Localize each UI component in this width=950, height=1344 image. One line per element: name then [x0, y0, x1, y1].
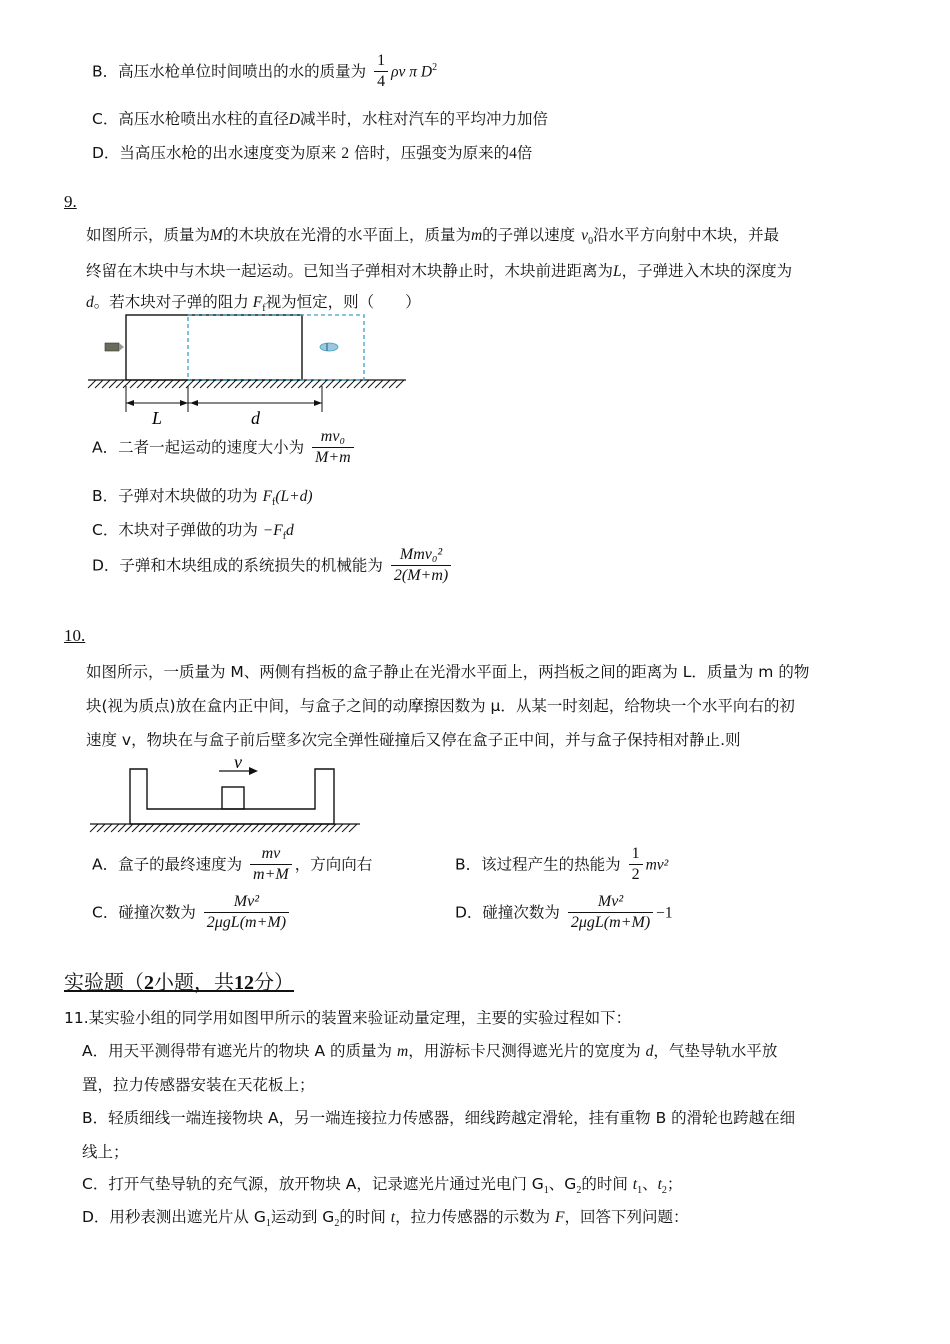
q10-option-b: B．该过程产生的热能为 $\frac{1}{2}$ mv² — [455, 845, 669, 884]
box-with-walls — [130, 769, 334, 824]
hatch-line — [314, 824, 322, 832]
hatch-line — [172, 380, 180, 388]
hatch-line — [95, 380, 103, 388]
fraction: $\frac{mv}{m+M}$ — [250, 845, 292, 885]
hatch-line — [144, 380, 152, 388]
q11-intro: 11.某实验小组的同学用如图甲所示的装置来验证动量定理，主要的实验过程如下： — [64, 1009, 632, 1027]
hatch-line — [111, 824, 119, 832]
hatch-line — [312, 380, 320, 388]
hatch-line — [202, 824, 210, 832]
hatch-line — [179, 380, 187, 388]
hatch-line — [307, 824, 315, 832]
hatch-line — [151, 380, 159, 388]
hatch-line — [235, 380, 243, 388]
fraction: $\frac{\text{Mv²}}{\text{2μgL(m+M)}}$ — [204, 893, 289, 933]
hatch-line — [123, 380, 131, 388]
q10-option-c: C．碰撞次数为 $\frac{\text{Mv²}}{\text{2μgL(m+M)}}$ — [92, 893, 292, 933]
block-initial — [126, 315, 302, 380]
q9-option-a: A．二者一起运动的速度大小为 $\frac{\text{mv₀}}{M+m}$ — [92, 428, 357, 468]
hatch-line — [139, 824, 147, 832]
hatch-line — [167, 824, 175, 832]
hatch-marks — [90, 824, 357, 832]
hatch-line — [109, 380, 117, 388]
q11-step-d: D．用秒表测出遮光片从 $G_1$运动到 $G_2$的时间 t，拉力传感器的示数为 F，回答下列问题： — [82, 1208, 689, 1230]
hatch-line — [382, 380, 390, 388]
fraction: $\frac{\text{Mv²}}{\text{2μgL(m+M)}}$ — [568, 893, 653, 933]
hatch-line — [298, 380, 306, 388]
embedded-bullet-icon — [320, 343, 338, 351]
q10-stem-line2: 块(视为质点)放在盒内正中间，与盒子之间的动摩擦因数为 μ．从某一时刻起，给物块一个水平向右的初 — [86, 697, 795, 715]
hatch-line — [389, 380, 397, 388]
q9-stem-line3: d。若木块对子弹的阻力 $F_f$视为恒定，则（ ） — [86, 293, 421, 315]
hatch-line — [335, 824, 343, 832]
hatch-line — [221, 380, 229, 388]
q8-option-c: C．高压水枪喷出水柱的直径D减半时，水柱对汽车的平均冲力加倍 — [92, 110, 549, 128]
hatch-line — [361, 380, 369, 388]
hatch-line — [130, 380, 138, 388]
q9-option-b: B．子弹对木块做的功为 $F_f(L+d)$ — [92, 487, 313, 509]
hatch-line — [242, 380, 250, 388]
hatch-line — [277, 380, 285, 388]
hatch-line — [340, 380, 348, 388]
fraction: $\frac{1}{4}$ — [374, 52, 388, 92]
hatch-line — [342, 824, 350, 832]
q10-stem-line3: 速度 v，物块在与盒子前后壁多次完全弹性碰撞后又停在盒子正中间，并与盒子保持相对静止.则 — [86, 731, 741, 749]
hatch-line — [256, 380, 264, 388]
hatch-line — [165, 380, 173, 388]
hatch-line — [300, 824, 308, 832]
q10-figure-box — [86, 756, 366, 838]
q11-step-b-line2: 线上； — [82, 1143, 129, 1161]
q11-step-c: C．打开气垫导轨的充气源，放开物块 A，记录遮光片通过光电门 $G_1$、$G_2$的时间 $t_1$、$t_2$； — [82, 1175, 683, 1197]
q9-option-c: C．木块对子弹做的功为 $-F_fd$ — [92, 521, 294, 543]
question-number: 10. — [64, 626, 86, 645]
hatch-line — [293, 824, 301, 832]
q9-stem-line1: 如图所示，质量为M的木块放在光滑的水平面上，质量为m的子弹以速度 $v_0$沿水平方向射中木块，并最 — [86, 226, 780, 248]
hatch-line — [396, 380, 404, 388]
q8-option-d: D．当高压水枪的出水速度变为原来 2 倍时，压强变为原来的4倍 — [92, 144, 533, 162]
hatch-line — [375, 380, 383, 388]
hatch-line — [237, 824, 245, 832]
hatch-line — [90, 824, 98, 832]
hatch-line — [368, 380, 376, 388]
label-L: L — [152, 408, 163, 428]
hatch-line — [102, 380, 110, 388]
fraction: $\frac{1}{2}$ — [629, 845, 643, 885]
hatch-line — [279, 824, 287, 832]
hatch-line — [286, 824, 294, 832]
section-heading: 实验题（2小题，共12分） — [64, 970, 294, 994]
q9-stem-line2: 终留在木块中与木块一起运动。已知当子弹相对木块静止时，木块前进距离为L，子弹进入木块的深度为 — [86, 262, 793, 280]
fraction: $\frac{\text{Mmv₀²}}{2(M+m)}$ — [391, 546, 451, 586]
hatch-line — [319, 380, 327, 388]
hatch-line — [230, 824, 238, 832]
hatch-line — [321, 824, 329, 832]
hatch-line — [104, 824, 112, 832]
hatch-line — [186, 380, 194, 388]
hatch-line — [249, 380, 257, 388]
question-number: 9. — [64, 192, 77, 211]
hatch-line — [146, 824, 154, 832]
hatch-line — [333, 380, 341, 388]
hatch-line — [347, 380, 355, 388]
q11-step-a-line1: A．用天平测得带有遮光片的物块 A 的质量为 m，用游标卡尺测得遮光片的宽度为 d，气垫导轨水平放 — [82, 1042, 778, 1060]
fraction: $\frac{\text{mv₀}}{M+m}$ — [312, 428, 354, 468]
q10-stem-line1: 如图所示，一质量为 M、两侧有挡板的盒子静止在光滑水平面上，两挡板之间的距离为 L．质量为 m 的物 — [86, 663, 810, 681]
hatch-line — [137, 380, 145, 388]
q10-option-a: A．盒子的最终速度为 $\frac{mv}{m+M}$ ，方向向右 — [92, 845, 373, 884]
hatch-marks — [88, 380, 404, 388]
hatch-line — [328, 824, 336, 832]
hatch-line — [216, 824, 224, 832]
hatch-line — [284, 380, 292, 388]
hatch-line — [272, 824, 280, 832]
hatch-line — [158, 380, 166, 388]
hatch-line — [354, 380, 362, 388]
hatch-line — [125, 824, 133, 832]
hatch-line — [116, 380, 124, 388]
hatch-line — [291, 380, 299, 388]
q9-option-d: D．子弹和木块组成的系统损失的机械能为 $\frac{\text{Mmv₀²}}{2(M+m)}$ — [92, 546, 454, 586]
hatch-line — [195, 824, 203, 832]
hatch-line — [181, 824, 189, 832]
hatch-line — [88, 380, 96, 388]
hatch-line — [349, 824, 357, 832]
hatch-line — [223, 824, 231, 832]
label-d: d — [251, 408, 260, 428]
hatch-line — [265, 824, 273, 832]
hatch-line — [270, 380, 278, 388]
hatch-line — [132, 824, 140, 832]
q11-step-b-line1: B．轻质细线一端连接物块 A，另一端连接拉力传感器，细线跨越定滑轮，挂有重物 B 的滑轮也跨越在细 — [82, 1109, 796, 1127]
small-block — [222, 787, 244, 809]
hatch-line — [209, 824, 217, 832]
hatch-line — [326, 380, 334, 388]
hatch-line — [193, 380, 201, 388]
hatch-line — [97, 824, 105, 832]
q9-figure-block-bullet — [84, 308, 414, 430]
label-v: v — [234, 756, 242, 772]
hatch-line — [305, 380, 313, 388]
hatch-line — [214, 380, 222, 388]
hatch-line — [207, 380, 215, 388]
hatch-line — [174, 824, 182, 832]
hatch-line — [118, 824, 126, 832]
hatch-line — [251, 824, 259, 832]
hatch-line — [160, 824, 168, 832]
q10-option-d: D．碰撞次数为 $\frac{\text{Mv²}}{\text{2μgL(m+M)}}$ −1 — [455, 893, 673, 932]
hatch-line — [244, 824, 252, 832]
hatch-line — [188, 824, 196, 832]
q8-option-b: B．高压水枪单位时间喷出的水的质量为 $\frac{1}{4}$ ρv π $D^2$ — [92, 52, 438, 91]
hatch-line — [263, 380, 271, 388]
hatch-line — [200, 380, 208, 388]
q11-step-a-line2: 置，拉力传感器安装在天花板上； — [82, 1076, 315, 1094]
hatch-line — [153, 824, 161, 832]
hatch-line — [228, 380, 236, 388]
bullet-icon — [105, 343, 124, 351]
hatch-line — [258, 824, 266, 832]
